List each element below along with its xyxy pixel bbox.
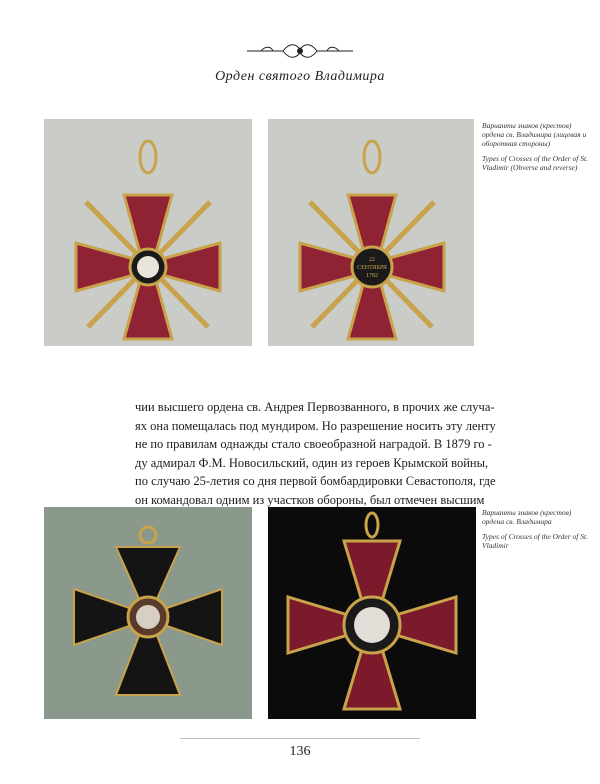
caption-bottom-ru: Варианты знаков (крестов) ордена св. Владимира <box>482 508 572 526</box>
caption-bottom-en: Types of Crosses of the Order of St. Vladimir <box>482 532 588 550</box>
body-text <box>135 398 496 509</box>
body-line: по случаю 25-летия со дня первой бомбардировки Севастополя, где <box>135 474 496 488</box>
medallion-inscription: СЕНТЯБРЯ <box>357 265 387 271</box>
caption-bottom <box>482 508 592 556</box>
medallion-inscription: 1782 <box>366 273 378 279</box>
medallion-inscription: 22 <box>369 257 375 263</box>
photo-cross-reverse <box>268 119 474 346</box>
caption-top <box>482 121 592 178</box>
header-ornament <box>243 40 357 62</box>
body-line: ду адмирал Ф.М. Новосильский, один из героев Крымской войны, <box>135 455 489 470</box>
body-line: он командовал одним из участков обороны, был отмечен высшим <box>135 492 485 507</box>
body-line: ях она помещалась под мундиром. Но разрешение носить эту ленту <box>135 418 496 433</box>
footer-rule <box>180 738 420 739</box>
photo-cross-obverse <box>44 119 252 346</box>
caption-top-en: Types of Crosses of the Order of St. Vladimir (Obverse and reverse) <box>482 154 588 172</box>
body-line: не по правилам однажды стало своеобразной наградой. В 1879 го - <box>135 437 492 451</box>
photo-cross-black-enamel <box>44 507 252 719</box>
body-line: чии высшего ордена св. Андрея Первозванного, в прочих же случа- <box>135 400 495 414</box>
page-number: 136 <box>289 744 311 759</box>
caption-top-ru: Варианты знаков (крестов) ордена св. Владимира (лицевая и оборотная стороны) <box>482 121 587 148</box>
header-title: Орден святого Владимира <box>215 69 385 84</box>
photo-cross-on-black <box>268 507 476 719</box>
